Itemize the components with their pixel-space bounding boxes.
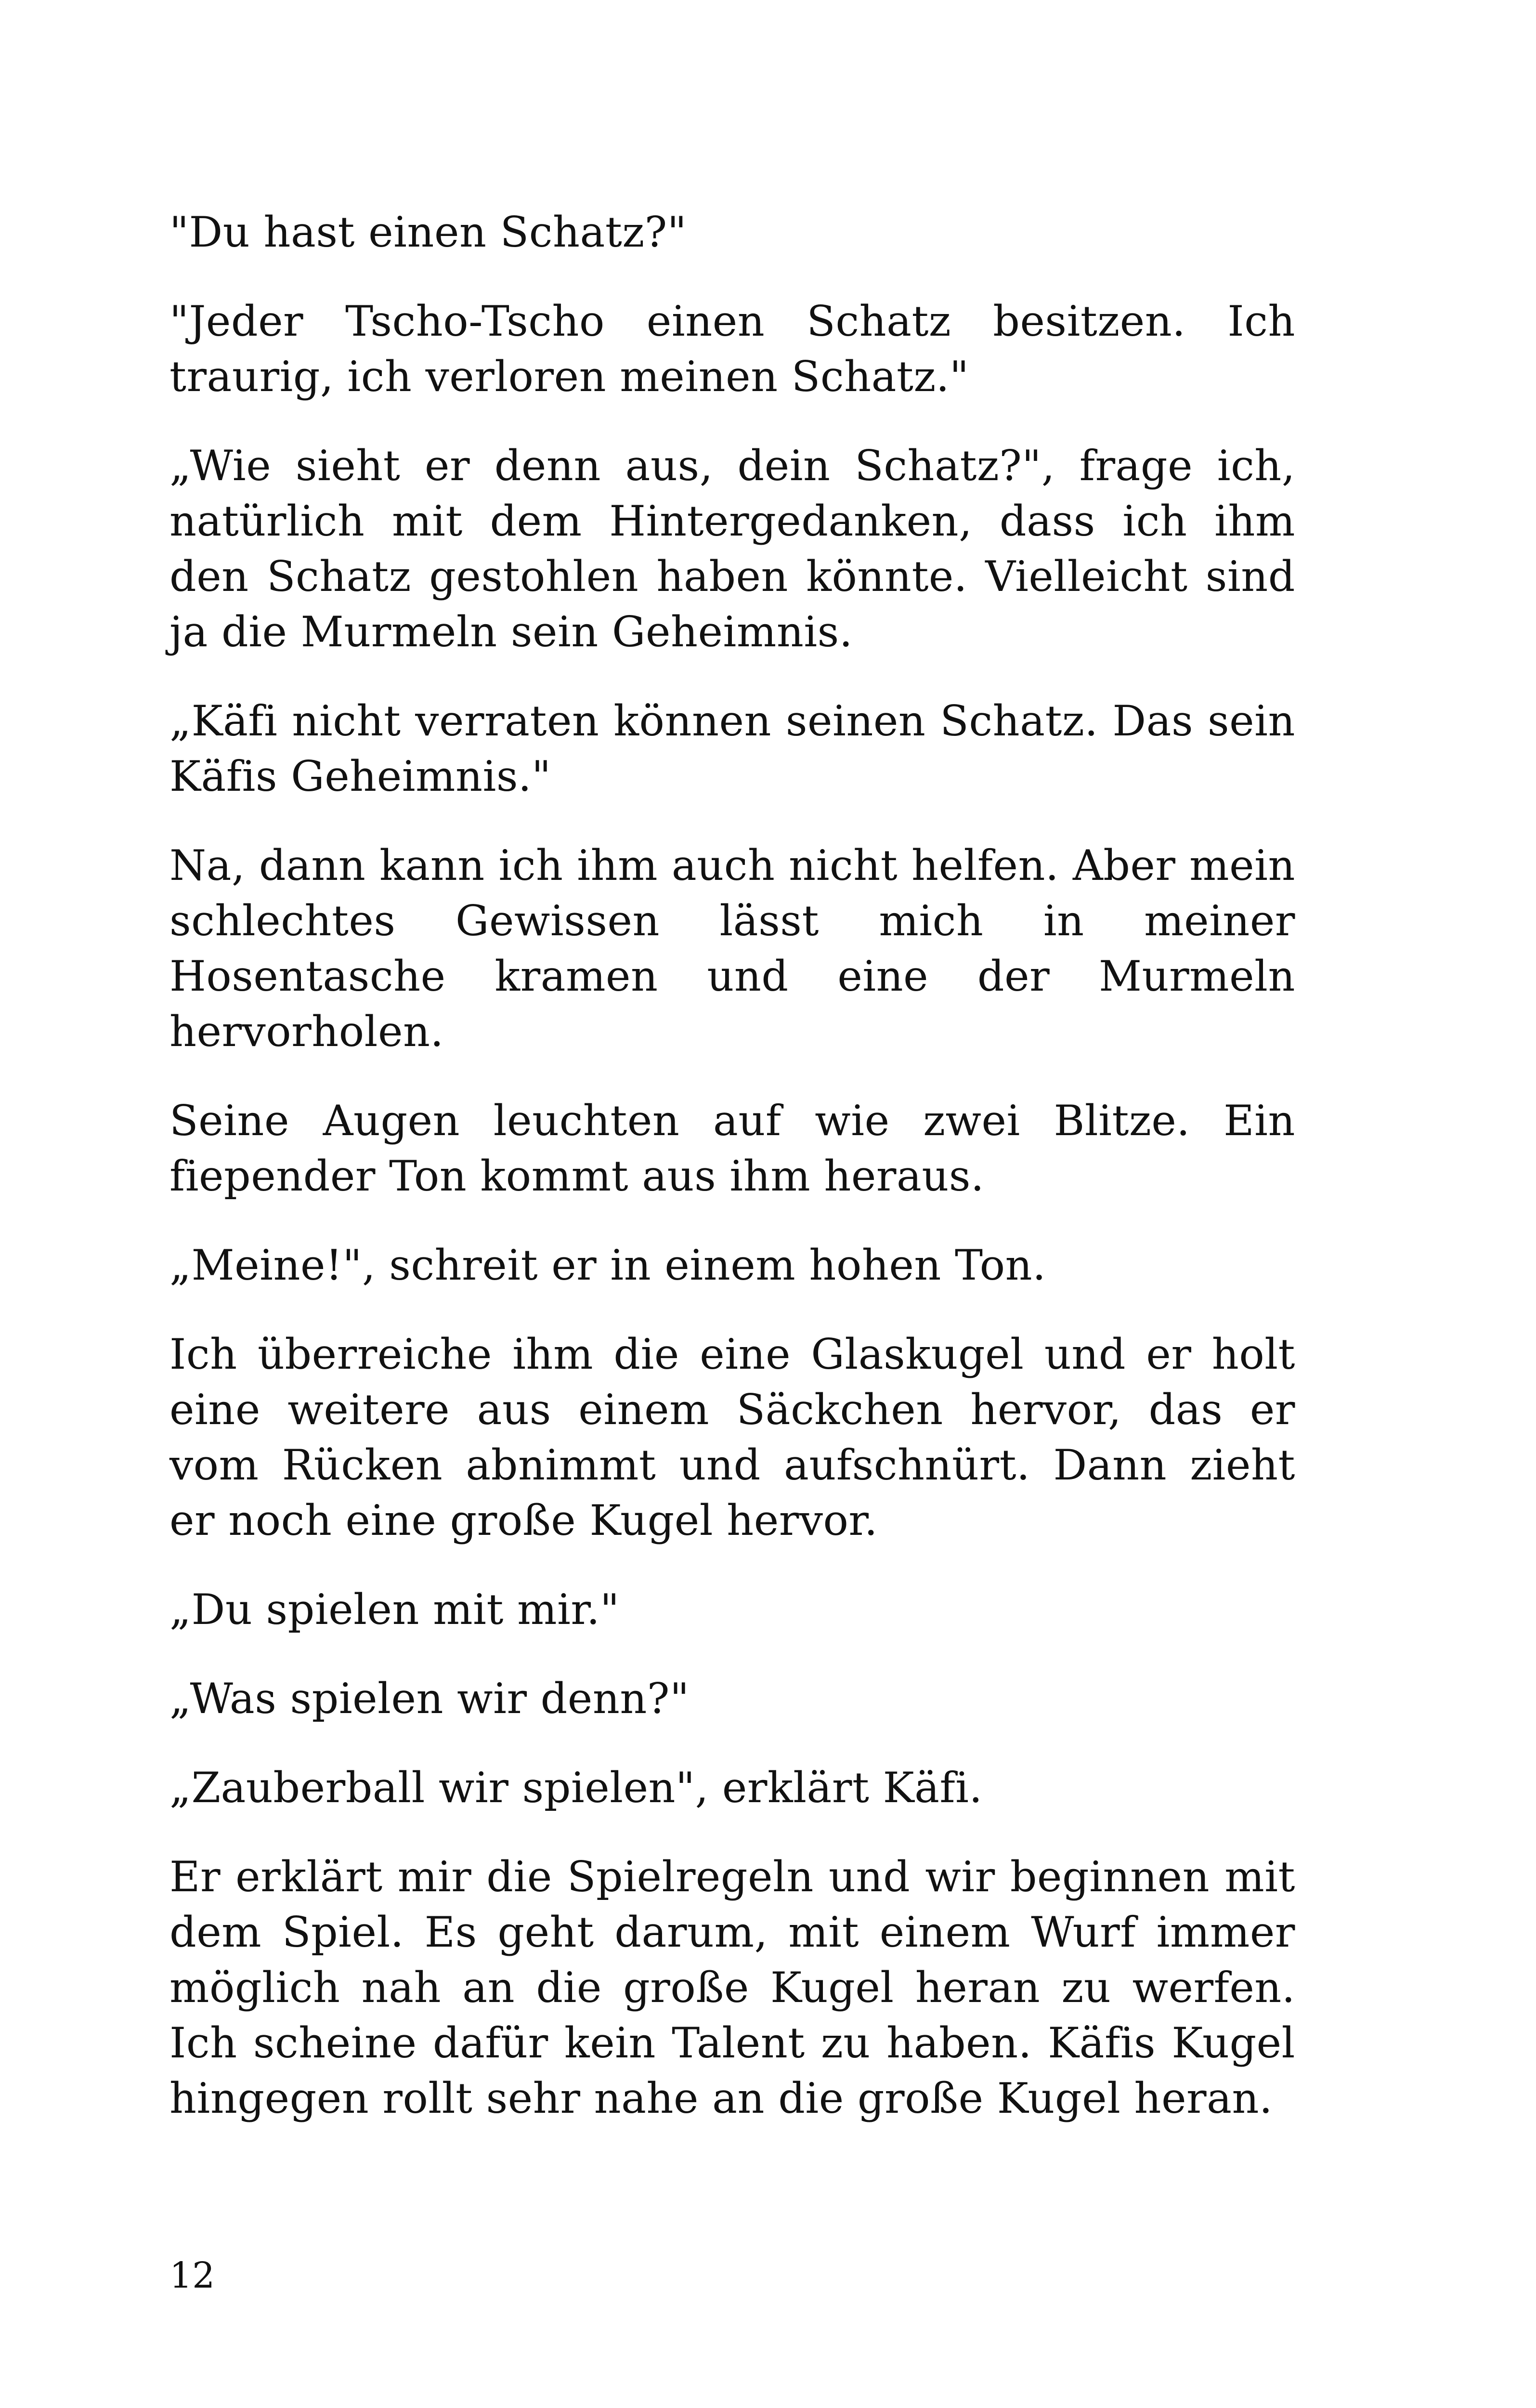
paragraph-10: „Was spielen wir denn?" [169, 1674, 690, 1723]
paragraph-11: „Zauberball wir spielen", erklärt Käfi. [169, 1763, 983, 1812]
paragraph-1: "Du hast einen Schatz?" [169, 208, 687, 257]
paragraph-5: Na, dann kann ich ihm auch nicht helfen. Aber mein schlechtes Gewissen lässt mich in meiner Hosentasche kramen und eine der Murmeln hervorholen. [169, 841, 1295, 1056]
page-number: 12 [169, 2255, 215, 2296]
paragraph-8: Ich überreiche ihm die eine Glaskugel und er holt eine weitere aus einem Säckchen hervor, das er vom Rücken abnimmt und aufschnürt. Dann zieht er noch eine große Kugel hervor. [169, 1330, 1295, 1545]
paragraph-12: Er erklärt mir die Spielregeln und wir beginnen mit dem Spiel. Es geht darum, mit einem Wurf immer möglich nah an die große Kugel heran zu werfen. Ich scheine dafür kein Talent zu haben. Käfis Kugel hingegen rollt sehr nahe an die große Kugel heran. [169, 1852, 1295, 2123]
body-text [169, 205, 1295, 2160]
paragraph-9: „Du spielen mit mir." [169, 1585, 620, 1634]
paragraph-4: „Käfi nicht verraten können seinen Schatz. Das sein Käfis Geheimnis." [169, 696, 1295, 801]
paragraph-2: "Jeder Tscho-Tscho einen Schatz besitzen. Ich traurig, ich verloren meinen Schatz." [169, 297, 1295, 401]
paragraph-7: „Meine!", schreit er in einem hohen Ton. [169, 1241, 1046, 1290]
paragraph-3: „Wie sieht er denn aus, dein Schatz?", frage ich, natürlich mit dem Hintergedanken, dass ich ihm den Schatz gestohlen haben könnte. Vielleicht sind ja die Murmeln sein Geheimnis. [169, 441, 1295, 656]
paragraph-6: Seine Augen leuchten auf wie zwei Blitze. Ein fiepender Ton kommt aus ihm heraus. [169, 1096, 1295, 1201]
